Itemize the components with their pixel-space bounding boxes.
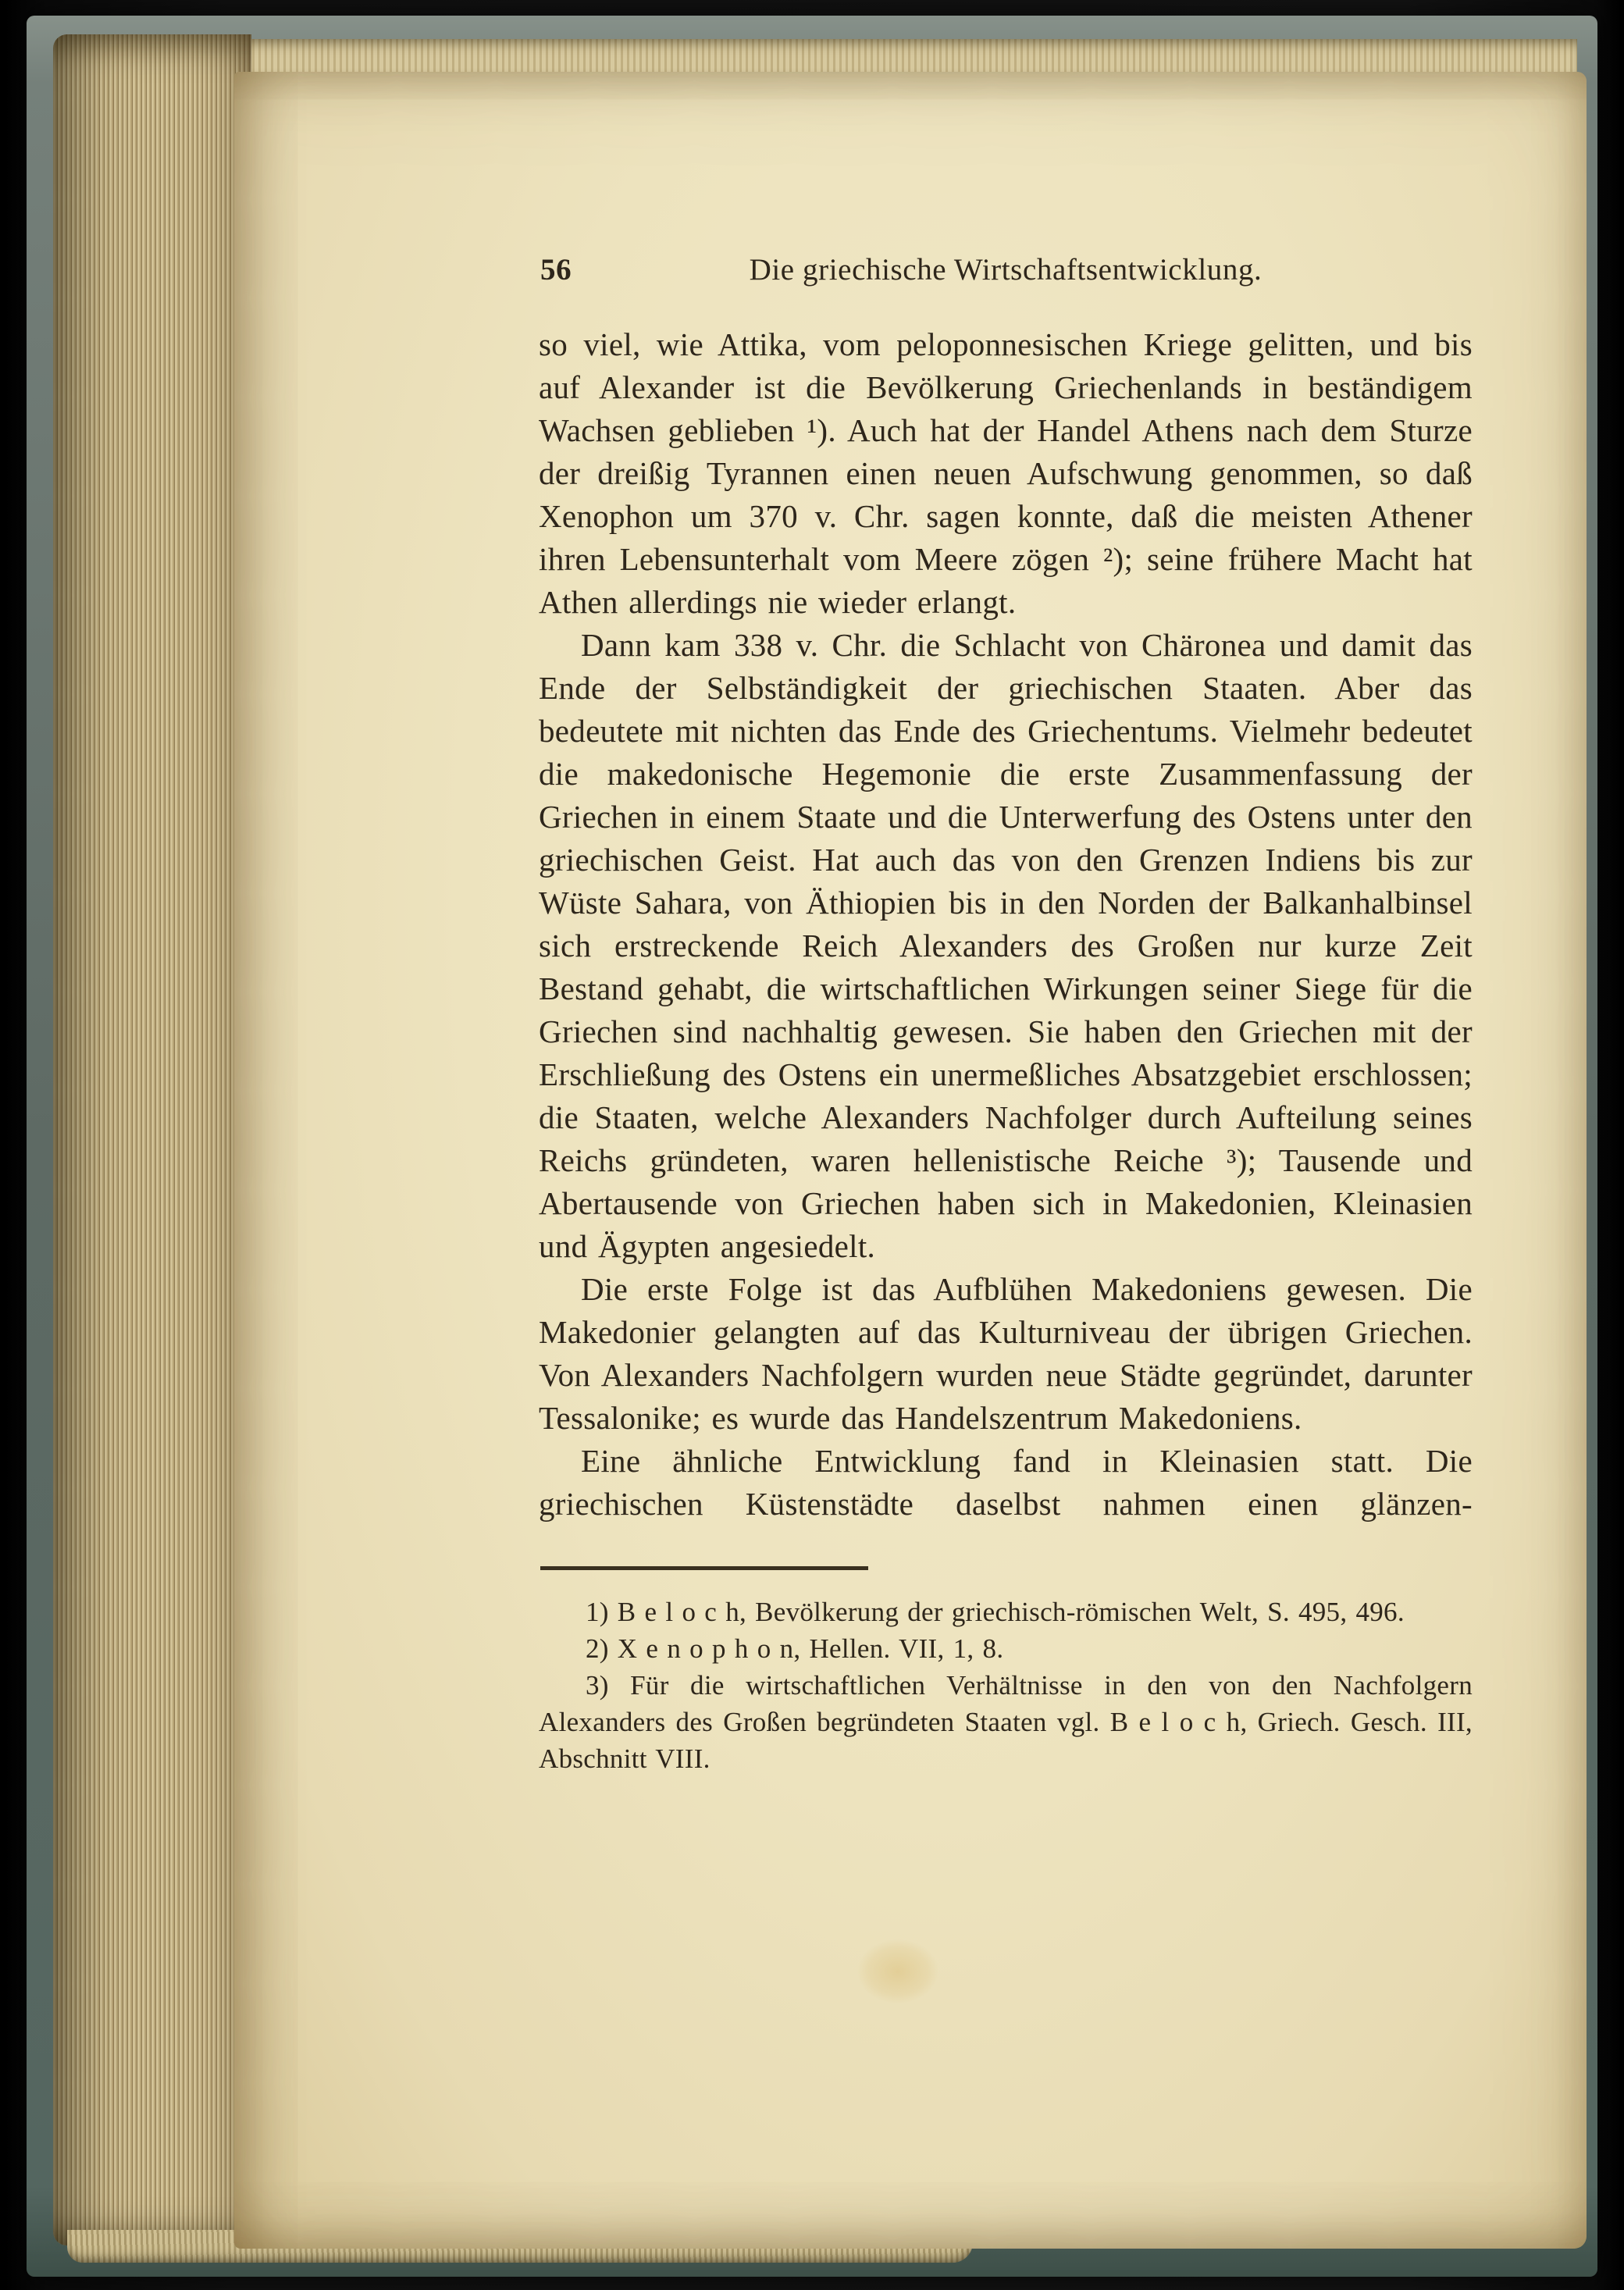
- footnote: 3) Für die wirtschaftlichen Verhältnisse in den von den Nachfolgern Alexanders des Großen begründeten Staaten vgl. B e l o c h, Griech. Gesch. III, Abschnitt VIII.: [539, 1670, 1473, 1774]
- footnote: 2) X e n o p h o n, Hellen. VII, 1, 8.: [586, 1633, 1004, 1664]
- page-header: [539, 251, 1473, 289]
- page-stack-fore-edge: [53, 34, 251, 2245]
- page-stain: [843, 1929, 953, 2014]
- body-paragraph: so viel, wie Attika, vom peloponnesischen Kriege gelitten, und bis auf Alexander ist die Bevölkerung Griechenlands in beständigem Wachsen geblieben ¹). Auch hat der Handel Athens nach dem Sturze der dreißig Tyrannen einen neuen Aufschwung genommen, so daß Xenophon um 370 v. Chr. sagen konnte, daß die meisten Athener ihren Lebensunterhalt vom Meere zögen ²); seine frühere Macht hat Athen allerdings nie wieder erlangt.: [539, 326, 1473, 620]
- footnote: 1) B e l o c h, Bevölkerung der griechisch-römischen Welt, S. 495, 496.: [586, 1597, 1405, 1627]
- page-number: 56: [540, 253, 572, 287]
- footnote-separator: [540, 1566, 868, 1570]
- footnotes: [539, 1594, 1473, 1777]
- body-paragraph: Die erste Folge ist das Aufblühen Makedoniens gewesen. Die Makedonier gelangten auf das Kulturniveau der übrigen Griechen. Von Alexanders Nachfolgern wurden neue Städte gegründet, darunter Tessalonike; es wurde das Handelszentrum Makedoniens.: [539, 1271, 1473, 1436]
- body-text: [539, 323, 1473, 1526]
- body-paragraph: Dann kam 338 v. Chr. die Schlacht von Chäronea und damit das Ende der Selbständigkeit der griechischen Staaten. Aber das bedeutete mit nichten das Ende des Griechentums. Vielmehr bedeutet die makedonische Hegemonie die erste Zusammenfassung der Griechen in einem Staate und die Unterwerfung des Ostens unter den griechischen Geist. Hat auch das von den Grenzen Indiens bis zur Wüste Sahara, von Äthiopien bis in den Norden der Balkanhalbinsel sich erstreckende Reich Alexanders des Großen nur kurze Zeit Bestand gehabt, die wirtschaftlichen Wirkungen seiner Siege für die Griechen sind nachhaltig gewesen. Sie haben den Griechen mit der Erschließung des Ostens ein unermeßliches Absatzgebiet erschlossen; die Staaten, welche Alexanders Nachfolger durch Aufteilung seines Reichs gründeten, waren hellenistische Reiche ³); Tausende und Abertausende von Griechen haben sich in Makedonien, Kleinasien und Ägypten angesiedelt.: [539, 627, 1473, 1264]
- page-content: [539, 251, 1473, 1777]
- running-header: Die griechische Wirtschaftsentwicklung.: [749, 253, 1263, 287]
- body-paragraph: Eine ähnliche Entwicklung fand in Kleinasien statt. Die griechischen Küstenstädte daselbst nahmen einen glänzen-: [539, 1443, 1473, 1522]
